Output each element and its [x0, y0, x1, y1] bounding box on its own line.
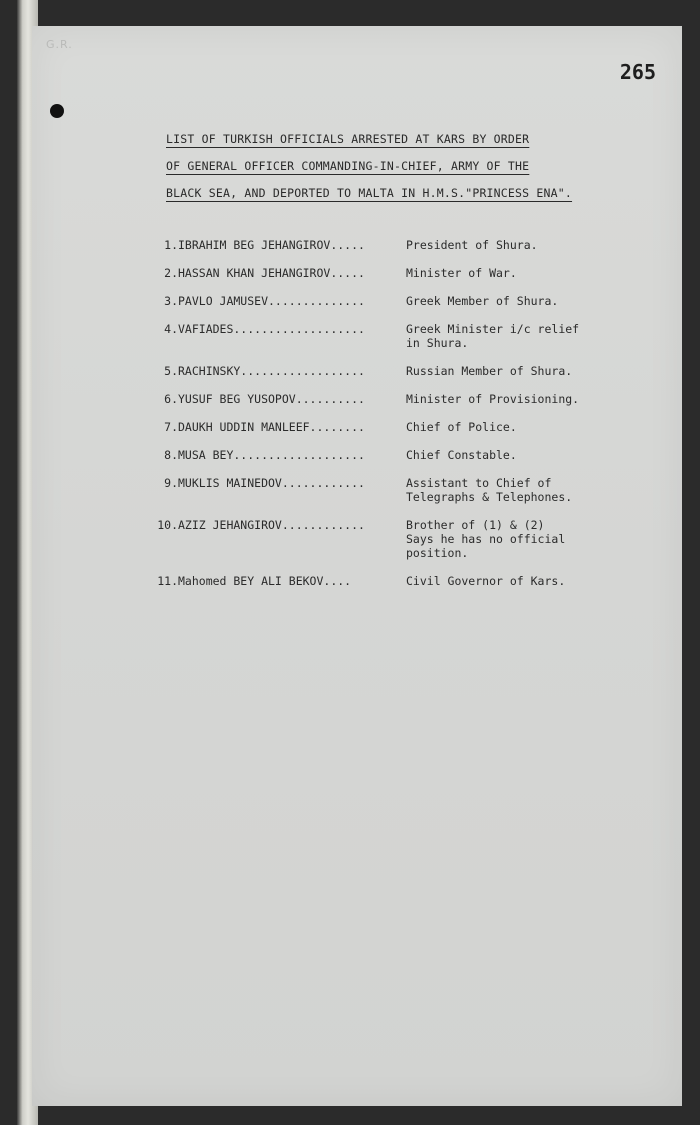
entry-name: MUKLIS MAINEDOV............ [178, 476, 365, 490]
list-item [150, 476, 650, 510]
list-item [150, 574, 650, 608]
entry-role: Minister of War. [406, 266, 517, 280]
punch-hole-icon [50, 104, 64, 118]
entry-role: Greek Member of Shura. [406, 294, 559, 308]
entry-number: 6. [164, 392, 178, 406]
page-number: 265 [619, 60, 656, 84]
entry-number: 7. [164, 420, 178, 434]
entry-number: 3. [164, 294, 178, 308]
entry-number: 9. [164, 476, 178, 490]
entry-number: 4. [164, 322, 178, 336]
entry-number: 1. [164, 238, 178, 252]
title-line-2: OF GENERAL OFFICER COMMANDING-IN-CHIEF, ARMY OF THE [166, 159, 530, 173]
entry-role: Russian Member of Shura. [406, 364, 573, 378]
entry-name: DAUKH UDDIN MANLEEF........ [178, 420, 365, 434]
entry-role: Chief of Police. [406, 420, 517, 434]
entry-number: 10. [157, 518, 178, 532]
entry-role: Minister of Provisioning. [406, 392, 580, 406]
entry-name: PAVLO JAMUSEV.............. [178, 294, 365, 308]
entry-number: 5. [164, 364, 178, 378]
entry-role: Chief Constable. [406, 448, 517, 462]
title-line-1: LIST OF TURKISH OFFICIALS ARRESTED AT KARS BY ORDER [166, 132, 530, 146]
entry-name: AZIZ JEHANGIROV............ [178, 518, 365, 532]
corner-mark: G.R. [46, 38, 73, 51]
document-title [166, 126, 646, 207]
list-item [150, 518, 650, 560]
entry-number: 8. [164, 448, 178, 462]
entry-number: 2. [164, 266, 178, 280]
document-page [32, 26, 682, 1106]
entry-name: Mahomed BEY ALI BEKOV.... [178, 574, 352, 588]
title-line-3: BLACK SEA, AND DEPORTED TO MALTA IN H.M.S."PRINCESS ENA". [166, 186, 573, 200]
entry-name: HASSAN KHAN JEHANGIROV..... [178, 266, 365, 280]
entry-name: MUSA BEY................... [178, 448, 365, 462]
entry-name: YUSUF BEG YUSOPOV.......... [178, 392, 365, 406]
entry-name: IBRAHIM BEG JEHANGIROV..... [178, 238, 365, 252]
list-item [150, 322, 650, 356]
entry-role: President of Shura. [406, 238, 538, 252]
entry-role: Greek Minister i/c relief in Shura. [406, 322, 580, 350]
entry-role: Assistant to Chief of Telegraphs & Telephones. [406, 476, 573, 504]
entry-number: 11. [157, 574, 178, 588]
entry-name: RACHINSKY.................. [178, 364, 365, 378]
entry-role: Civil Governor of Kars. [406, 574, 566, 588]
entry-role: Brother of (1) & (2) Says he has no official position. [406, 518, 566, 560]
entry-name: VAFIADES................... [178, 322, 365, 336]
